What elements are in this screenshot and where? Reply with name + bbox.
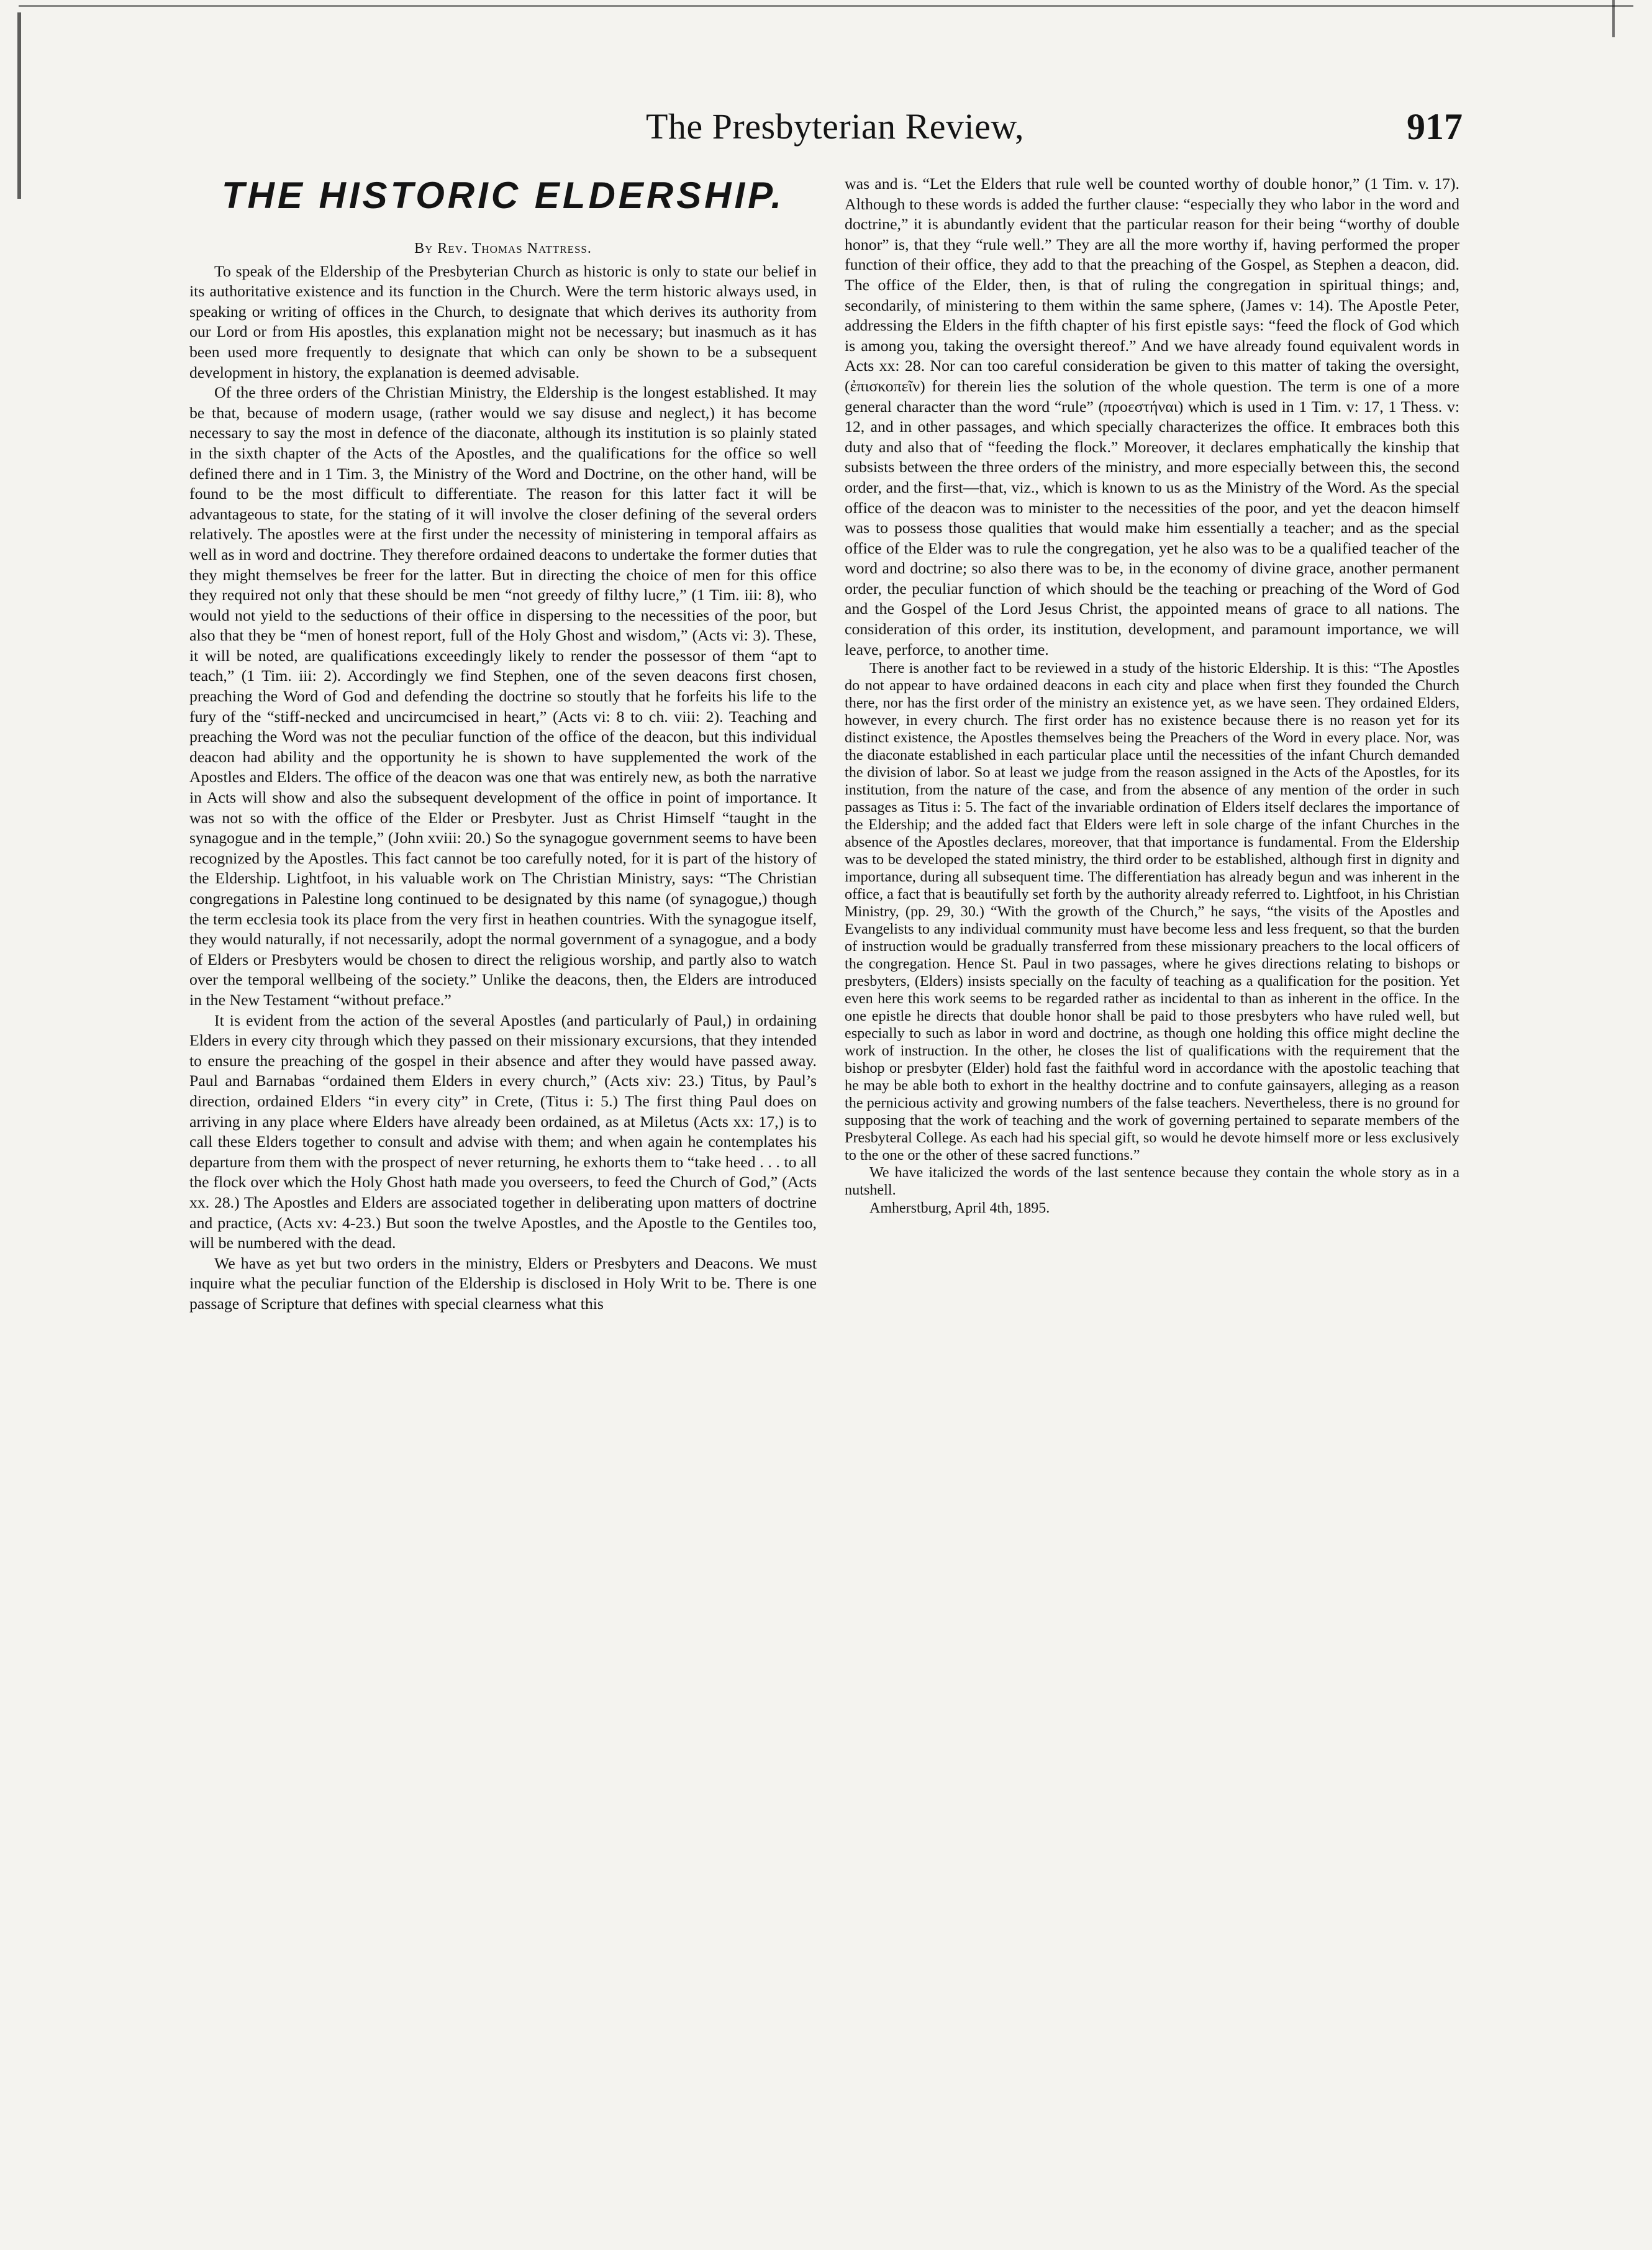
paragraph: We have italicized the words of the last sentence because they contain the whole story as in a nutshell. — [845, 1164, 1459, 1199]
scan-left-edge-mark — [17, 12, 21, 199]
right-column — [845, 174, 1459, 1218]
page-number: 917 — [1407, 106, 1463, 147]
scan-right-edge-mark — [1612, 0, 1615, 37]
scan-top-rule — [19, 5, 1633, 7]
running-head: The Presbyterian Review, — [646, 106, 1024, 147]
paragraph: To speak of the Eldership of the Presbyterian Church as historic is only to state our belief in its authoritative existence and its function in the Church. Were the term historic always used, in speaking or writing of offices in the Church, to designate that which derives its authority from our Lord or from His apostles, this explanation might not be necessary; but inasmuch as it has been used more frequently to designate that which can only be shown to be a subsequent development in history, the explanation is deemed advisable. — [189, 262, 817, 381]
paragraph: Of the three orders of the Christian Ministry, the Eldership is the longest established. It may be that, because of modern usage, (rather would we say disuse and neglect,) it has become necessary to say the most in defence of the diaconate, although its institution is so plainly stated in the sixth chapter of the Acts of the Apostles, and the qualifications for the office so well defined there and in 1 Tim. 3, the Ministry of the Word and Doctrine, on the other hand, will be found to be the most difficult to differentiate. The reason for this latter fact it will be advantageous to state, for the stating of it will involve the closer defining of the several orders relatively. The apostles were at the first under the necessity of ministering in temporal affairs as well as in word and doctrine. They therefore ordained deacons to undertake the former duties that they might themselves be freer for the latter. But in directing the choice of men for this office they required not only that these should be men “not greedy of filthy lucre,” (1 Tim. iii: 8), who would not yield to the seductions of their office in dispersing to the necessities of the poor, but also that they be “men of honest report, full of the Holy Ghost and wisdom,” (Acts vi: 3). These, it will be noted, are qualifications exceedingly likely to render the possessor of them “apt to teach,” (1 Tim. iii: 2). Accordingly we find Stephen, one of the seven deacons first chosen, preaching the Word of God and defending the doctrine so stoutly that he forfeits his life to the fury of the “stiff-necked and uncircumcised in heart,” (Acts vi: 8 to ch. viii: 2). Teaching and preaching the Word was not the peculiar function of the office of the deacon, but this individual deacon had ability and the opportunity he is shown to have supplemented the work of the Apostles and Elders. The office of the deacon was one that was entirely new, as both the narrative in Acts will show and also the subsequent development of the office in point of importance. It was not so with the office of the Elder or Presbyter. Just as Christ Himself “taught in the synagogue and in the temple,” (John xviii: 20.) So the synagogue government seems to have been recognized by the Apostles. This fact cannot be too carefully noted, for it is part of the history of the Eldership. Lightfoot, in his valuable work on The Christian Ministry, says: “The Christian congregations in Palestine long continued to be designated by this name (of synagogue,) though the term ecclesia took its place from the very first in heathen countries. With the synagogue itself, they would naturally, if not necessarily, adopt the normal government of a synagogue, and a body of Elders or Presbyters would be chosen to direct the religious worship, and partly also to watch over the temporal wellbeing of the society.” Unlike the deacons, then, the Elders are introduced in the New Testament “without preface.” — [189, 383, 817, 1009]
page-header — [37, 106, 1466, 168]
paragraph: We have as yet but two orders in the ministry, Elders or Presbyters and Deacons. We must inquire what the peculiar function of the Eldership is disclosed in Holy Writ to be. There is one passage of Scripture that defines with special clearness what this — [189, 1254, 817, 1313]
byline: By Rev. Thomas Nattress. — [414, 240, 592, 257]
paragraph: was and is. “Let the Elders that rule well be counted worthy of double honor,” (1 Tim. v. 17). Although to these words is added the further clause: “especially they who labor in the word and doctrine,” it is abundantly evident that the particular reason for their being “worthy of double honor” is, that they “rule well.” They are all the more worthy if, having performed the proper function of their office, they add to that the preaching of the Gospel, as Stephen a deacon, did. The office of the Elder, then, is that of ruling the congregation in spiritual things; and, secondarily, of ministering to them within the same sphere, (James v: 14). The Apostle Peter, addressing the Elders in the fifth chapter of his first epistle says: “feed the flock of God which is among you, taking the oversight thereof.” And we have already found equivalent words in Acts xx: 28. Nor can too careful consideration be given to this matter of taking the oversight, (ἐπισκοπεῖν) for therein lies the solution of the whole question. The term is one of a more general character than the word “rule” (προεστήναι) which is used in 1 Tim. v: 17, 1 Thess. v: 12, and in other passages, and which specially characterizes the office. It embraces both this duty and also that of “feeding the flock.” Moreover, it declares emphatically the kinship that subsists between the three orders of the ministry, and more especially between this, the second order, and the first—that, viz., which is known to us as the Ministry of the Word. As the special office of the deacon was to minister to the necessities of the poor, and yet the deacon himself was to possess those qualities that would make him essentially a teacher; and as the special office of the Elder was to rule the congregation, yet he also was to be a qualified teacher of the word and doctrine; so also there was to be, in the economy of divine grace, another permanent order, the peculiar function of which should be the teaching or preaching of the Word of God and the Gospel of the Lord Jesus Christ, the appointed means of grace to all nations. The consideration of this order, its institution, development, and paramount importance, we will leave, perforce, to another time. — [845, 175, 1459, 658]
signoff: Amherstburg, April 4th, 1895. — [869, 1200, 1050, 1217]
paragraph: It is evident from the action of the several Apostles (and particularly of Paul,) in ordaining Elders in every city through which they passed on their missionary excursions, that they intended to ensure the preaching of the gospel in their absence and after they would have passed away. Paul and Barnabas “ordained them Elders in every church,” (Acts xiv: 23.) Titus, by Paul’s direction, ordained Elders “in every city” in Crete, (Titus i: 5.) The first thing Paul does on arriving in any place where Elders have already been ordained, as at Miletus (Acts xx: 17,) is to call these Elders together to consult and advise with them; and when again he contemplates his departure from them with the prospect of never returning, he exhorts them to “take heed . . . to all the flock over which the Holy Ghost hath made you overseers, to feed the Church of God,” (Acts xx. 28.) The Apostles and Elders are associated together in deliberating upon matters of doctrine and practice, (Acts xv: 4-23.) But soon the twelve Apostles, and the Apostle to the Gentiles too, will be numbered with the dead. — [189, 1011, 817, 1252]
article-title: THE HISTORIC ELDERSHIP. — [221, 175, 785, 216]
left-column — [189, 174, 817, 1314]
paragraph: There is another fact to be reviewed in a study of the historic Eldership. It is this: “The Apostles do not appear to have ordained deacons in each city and place when first they founded the Church there, nor has the first order of the ministry an existence yet, as we have seen. They ordained Elders, however, in every church. The first order has no existence because there is no reason yet for its distinct existence, the Apostles themselves being the Preachers of the Word in every place. Nor, was the diaconate established in each particular place until the necessities of the infant Church demanded the division of labor. So at least we judge from the reason assigned in the Acts of the Apostles, for its institution, from the nature of the case, and from the absence of any mention of the order in such passages as Titus i: 5. The fact of the invariable ordination of Elders itself declares the importance of the Eldership; and the added fact that Elders were left in sole charge of the infant Churches in the absence of the Apostles declares, moreover, that that importance is fundamental. From the Eldership was to be developed the stated ministry, the third order to be established, although first in dignity and importance, during all subsequent time. The differentiation has already begun and was inherent in the office, a fact that is beautifully set forth by the authority already referred to. Lightfoot, in his Christian Ministry, (pp. 29, 30.) “With the growth of the Church,” he says, “the visits of the Apostles and Evangelists to any individual community must have become less and less frequent, so that the burden of instruction would be gradually transferred from these missionary preachers to the local officers of the congregation. Hence St. Paul in two passages, where he gives directions relating to bishops or presbyters, (Elders) insists specially on the faculty of teaching as a qualification for the position. Yet even here this work seems to be regarded rather as incidental to than as inherent in the office. In the one epistle he directs that double honor shall be paid to those presbyters who have ruled well, but especially to such as labor in word and doctrine, as though one holding this office might decline the work of instruction. In the other, he closes the list of qualifications with the requirement that the bishop or presbyter (Elder) hold fast the faithful word in accordance with the apostolic teaching that he may be able both to exhort in the healthy doctrine and to confute gainsayers, alleging as a reason the pernicious activity and growing numbers of the false teachers. Nevertheless, there is no ground for supposing that the work of teaching and the work of governing pertained to separate members of the Presbyteral College. As each had his special gift, so would he devote himself more or less exclusively to the one or the other of these sacred functions.” — [845, 660, 1459, 1164]
